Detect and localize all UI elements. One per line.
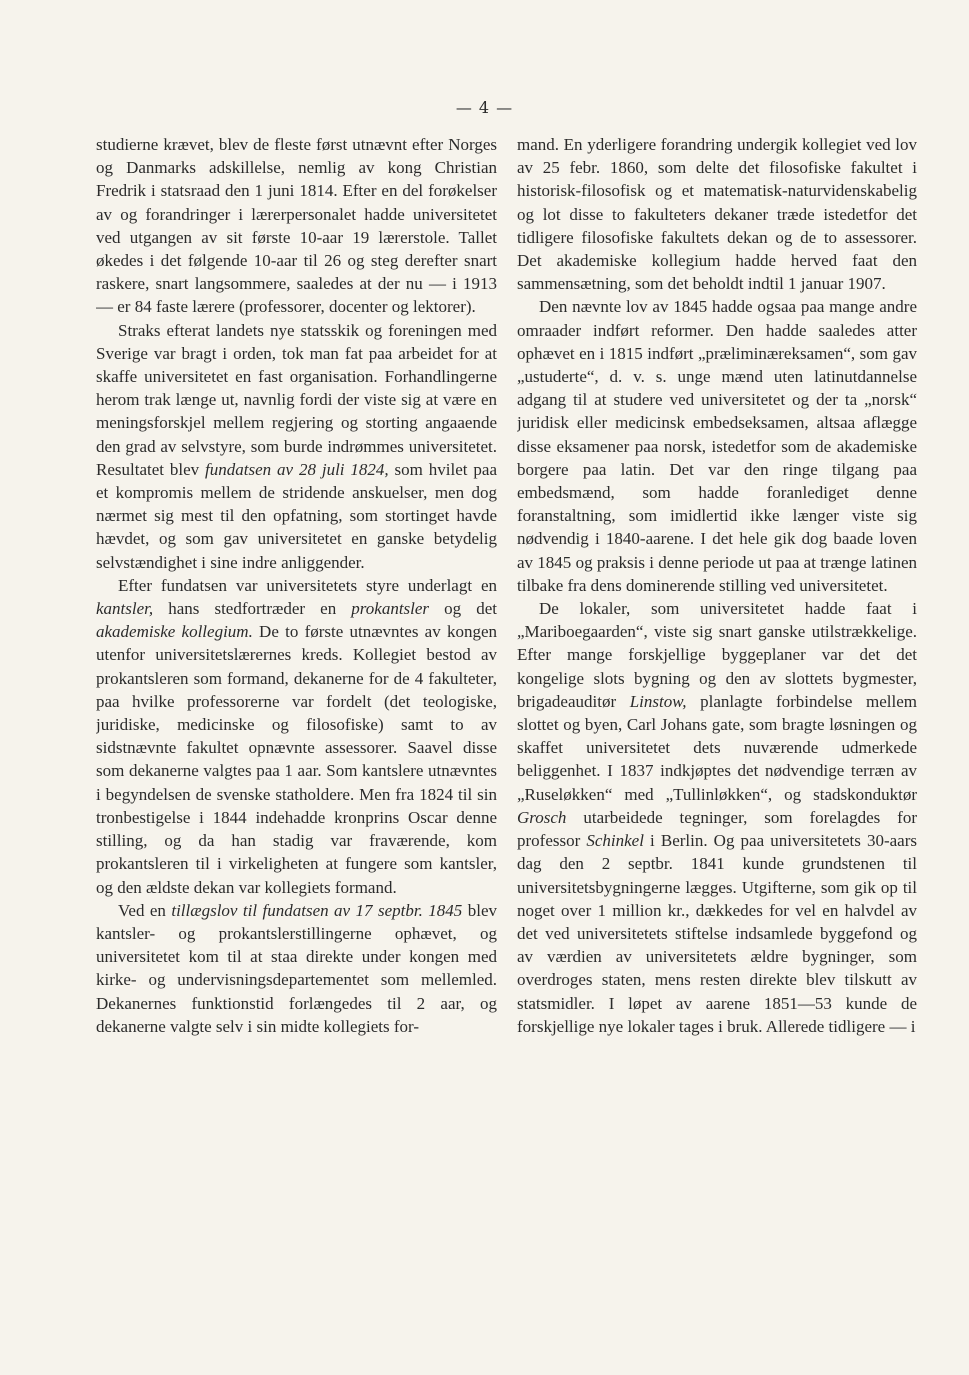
text-run: planlagte forbindelse mellem slottet og byen, Carl Johans gate, som bragte løsningen og skaffet universitetet dets nuværende udmerkede beliggenhet. I 1837 indkjøptes det nødvendige terræn av „Ruseløkken“ med „Tullinløkken“, og stadskonduktør xyxy=(517,691,917,804)
italic-name-linstow: Linstow, xyxy=(629,691,687,711)
text-run: i Berlin. Og paa universitetets 30-aars dag den 2 septbr. 1841 kunde grundstenen til universitetsbygningerne lægges. Utgifterne, som gik op til noget over 1 million kr., dækkedes for vel en halvdel av det ved universitetets stiftelse indsamlede byggefond og av værdien av universitetets ældre bygninger, som overdroges staten, mens resten direkte blev tilskutt av statsmidler. I løpet av aarene 1851—53 kunde de forskjellige nye lokaler tages i bruk. Allerede tidligere — i xyxy=(517,831,917,1036)
italic-term-fundatsen: fundatsen av 28 juli 1824, xyxy=(205,459,389,479)
text-run: utarbeidede tegninger, som forelagdes for professor xyxy=(517,807,917,851)
paragraph-right-2: Den nævnte lov av 1845 hadde ogsaa paa mange andre omraader indført reformer. Den hadde saaledes atter ophævet en i 1815 indført „præliminæreksamen“, som gav „ustuderte“, d. v. s. unge mænd uten latinutdannelse adgang til at studere ved universitetet og der ta „norsk“ juridisk eller medicinsk embedseksamen, altsaa aflægge disse eksamener paa norsk, istedetfor som de akademiske borgere paa latin. Det var den ringe tilgang paa embedsmænd, som hadde foranlediget denne foranstaltning, som imidlertid ikke længer viste sig nødvendig i 1840-aarene. I det hele gik dog baade loven av 1845 og praksis i denne periode ut paa at trænge latinen tilbake fra dens dominerende stilling ved universitetet. xyxy=(517,297,917,595)
page-number: — 4 — xyxy=(455,98,514,117)
italic-term-prokantsler: prokantsler xyxy=(351,599,430,619)
italic-term-kollegium: akademiske kollegium. xyxy=(96,622,253,642)
text-run: De lokaler, som universitetet hadde faat i „Mariboegaarden“, viste sig snart ganske utilstrækkelige. Efter mange forskjellige byggeplaner var det det kongelige slots bygning og den av slottets bygmester, brigadeauditør xyxy=(517,599,917,711)
italic-term-kantsler: kantsler, xyxy=(96,599,154,619)
text-run: Efter fundatsen var universitetets styre underlagt en xyxy=(118,575,497,595)
italic-name-grosch: Grosch xyxy=(517,807,567,827)
paragraph-left-1: studierne krævet, blev de fleste først utnævnt efter Norges og Danmarks adskillelse, nemlig av kong Christian Fredrik i statsraad den 1 juni 1814. Efter en del forøkelser av og forandringer i lærerpersonalet hadde universitetet ved utgangen av sit første 10-aar 19 lærerstole. Tallet økedes i det følgende 10-aar til 26 og steg derefter snart raskere, snart langsommere, saaledes at der nu — i 1913 — er 84 faste lærere (professorer, docenter og lektorer). xyxy=(96,135,497,317)
paragraph-right-1: mand. En yderligere forandring undergik kollegiet ved lov av 25 febr. 1860, som delte det filosofiske fakultet i historisk-filosofisk og et matematisk-naturvidenskabelig og lot disse to fakulteters dekaner træde istedetfor det tidligere filosofiske fakultets dekan og de to assessorer. Det akademiske kollegium hadde herved faat den sammensætning, som det beholdt indtil 1 januar 1907. xyxy=(517,135,917,294)
text-run: De to første utnævntes av kongen utenfor universitetslærernes kreds. Kollegiet bestod av prokantsleren som formand, dekanerne for de 4 fakulteter, paa hvilke professorerne var fordelt (det teologiske, juridiske, medicinske og filosofiske) samt to av sidstnævnte fakultet opnævnte assessorer. Saavel disse som dekanerne valgtes paa 1 aar. Som kantslere utnævntes i begyndelsen de svenske statholdere. Men fra 1824 til sin tronbestigelse i 1844 indehadde kronprins Oscar denne stilling, og da han stadig var fraværende, kom prokantsleren til i virkeligheten at fungere som kantsler, og den ældste dekan var kollegiets formand. xyxy=(96,622,497,897)
text-run: som hvilet paa et kompromis mellem de stridende anskuelser, men dog nærmet sig mest til den opfatning, som stortinget havde hævdet, og som gav universitetet en ganske betydelig selvstændighet i sine indre anliggender. xyxy=(96,459,497,572)
italic-name-schinkel: Schinkel xyxy=(586,831,644,851)
paragraph-left-2 xyxy=(96,319,497,574)
text-run: Ved en xyxy=(118,900,172,920)
text-run: Straks efterat landets nye statsskik og foreningen med Sverige var bragt i orden, tok man fat paa arbeidet for at skaffe universitetet en fast organisation. Forhandlingerne herom trak længe ut, navnlig fordi der viste sig at være en meningsforskjel mellem regjering og storting angaaende den grad av selvstyre, som burde indrømmes universitetet. Resultatet blev xyxy=(96,320,497,479)
paragraph-left-4 xyxy=(96,899,497,1038)
paragraph-left-3 xyxy=(96,574,497,899)
left-column xyxy=(96,133,497,1293)
italic-term-tillaegslov: tillægslov til fundatsen av 17 septbr. 1845 xyxy=(171,900,463,920)
text-run: blev kantsler- og prokantslerstillingerne ophævet, og universitetet kom til at staa direkte under kongen med kirke- og undervisningsdepartementet som mellemled. Dekanernes funktionstid forlængedes til 2 aar, og dekanerne valgte selv i sin midte kollegiets for- xyxy=(96,900,497,1036)
text-run: og det xyxy=(429,599,497,619)
right-column xyxy=(517,133,917,1293)
paragraph-right-3 xyxy=(517,597,917,1038)
text-run: hans stedfortræder en xyxy=(153,599,352,619)
